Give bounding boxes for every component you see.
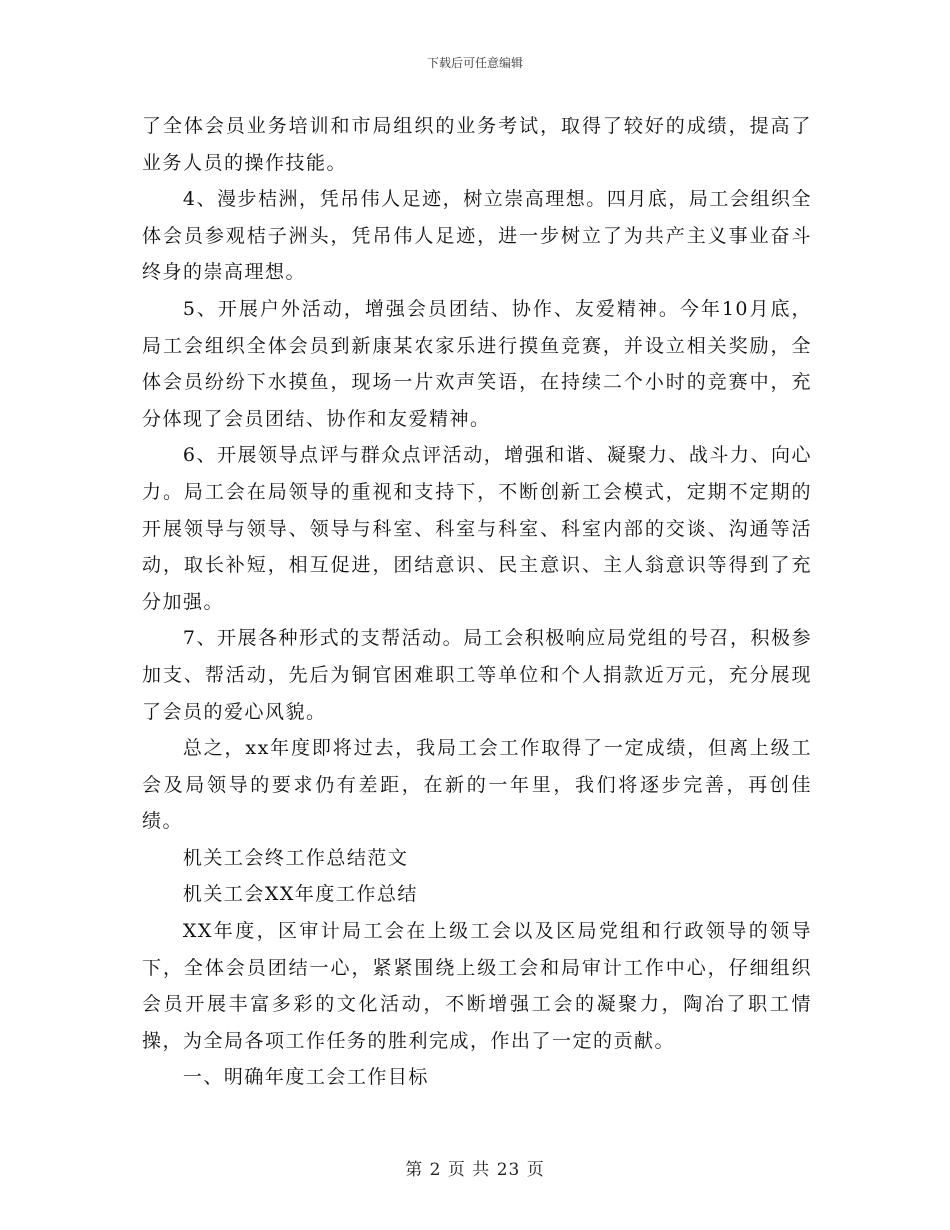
page-header-note: 下载后可任意编辑: [426, 56, 523, 70]
paragraph-4: 6、开展领导点评与群众点评活动，增强和谐、凝聚力、战斗力、向心力。局工会在局领导的重视和支持下，不断创新工会模式，定期不定期的开展领导与领导、领导与科室、科室与科室、科室内部的交谈、沟通等活动，取长补短，相互促进，团结意识、民主意识、主人翁意识等得到了充分加强。: [142, 444, 812, 613]
paragraph-1: 了全体会员业务培训和市局组织的业务考试，取得了较好的成绩，提高了业务人员的操作技能。: [142, 115, 812, 174]
paragraph-6: 总之，xx年度即将过去，我局工会工作取得了一定成绩，但离上级工会及局领导的要求仍有差距，在新的一年里，我们将逐步完善，再创佳绩。: [142, 737, 812, 833]
section-title-1: 机关工会终工作总结范文: [182, 846, 409, 869]
paragraph-7: XX年度，区审计局工会在上级工会以及区局党组和行政领导的领导下，全体会员团结一心，紧紧围绕上级工会和局审计工作中心，仔细组织会员开展丰富多彩的文化活动，不断增强工会的凝聚力，陶冶了职工情操，为全局各项工作任务的胜利完成，作出了一定的贡献。: [142, 920, 812, 1052]
paragraph-5: 7、开展各种形式的支帮活动。局工会积极响应局党组的号召，积极参加支、帮活动，先后为铜官困难职工等单位和个人捐款近万元，充分展现了会员的爱心风貌。: [142, 627, 812, 723]
paragraph-3: 5、开展户外活动，增强会员团结、协作、友爱精神。今年10月底，局工会组织全体会员到新康某农家乐进行摸鱼竞赛，并设立相关奖励，全体会员纷纷下水摸鱼，现场一片欢声笑语，在持续二个小时的竞赛中，充分体现了会员团结、协作和友爱精神。: [142, 297, 812, 430]
document-body: [142, 108, 812, 1096]
paragraph-2: 4、漫步桔洲，凭吊伟人足迹，树立崇高理想。四月底，局工会组织全体会员参观桔子洲头，凭吊伟人足迹，进一步树立了为共产主义事业奋斗终身的崇高理想。: [142, 188, 812, 284]
page-number-footer: 第 2 页 共 23 页: [405, 1160, 545, 1180]
section-heading: 一、明确年度工会工作目标: [182, 1066, 429, 1089]
section-title-2: 机关工会XX年度工作总结: [182, 883, 418, 906]
